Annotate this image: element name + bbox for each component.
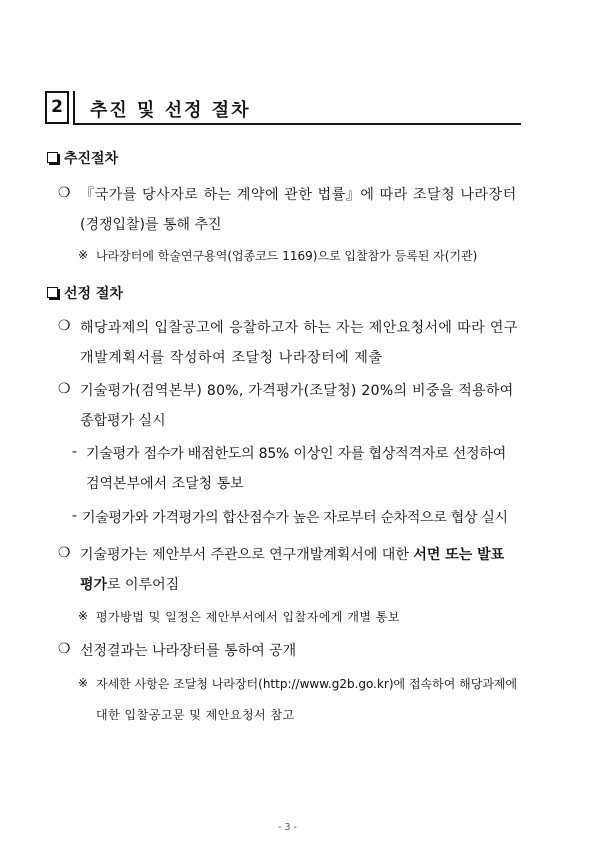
dash-bullet: - [72, 508, 78, 524]
note-mark-icon: ※ [78, 248, 89, 262]
subsection-heading: 선정 절차 [64, 286, 123, 302]
body-text: 기술평가 점수가 배점한도의 85% 이상인 자를 협상적격자로 선정하여 [86, 446, 507, 462]
body-text: (경쟁입찰)를 통해 추진 [80, 217, 222, 233]
dash-bullet: - [72, 444, 78, 460]
body-text: 기술평가와 가격평가의 합산점수가 높은 자로부터 순차적으로 협상 실시 [82, 510, 508, 526]
circle-bullet-icon: ❍ [58, 185, 71, 201]
body-text: 『국가를 당사자로 하는 계약에 관한 법률』에 따라 조달청 나라장터 [80, 187, 517, 203]
note-mark-icon: ※ [78, 676, 89, 690]
circle-bullet-icon: ❍ [58, 318, 71, 334]
note-text: 나라장터에 학술연구용역(업종코드 1169)으로 입찰참가 등록된 자(기관) [96, 249, 478, 263]
note-text: 대한 입찰공고문 및 제안요청서 참고 [96, 708, 295, 722]
checkbox-bullet-icon [47, 152, 58, 163]
note-mark-icon: ※ [78, 609, 89, 623]
body-text: 개발계획서를 작성하여 조달청 나라장터에 제출 [80, 350, 383, 366]
circle-bullet-icon: ❍ [58, 545, 71, 561]
body-text: 기술평가(검역본부) 80%, 가격평가(조달청) 20%의 비중을 적용하여 [80, 383, 514, 399]
body-text: 검역본부에서 조달청 통보 [86, 476, 244, 492]
section-underline [73, 123, 521, 125]
body-text: 선정결과는 나라장터를 통하여 공개 [80, 643, 297, 659]
circle-bullet-icon: ❍ [58, 381, 71, 397]
checkbox-bullet-icon [47, 287, 58, 298]
body-text: 종합평가 실시 [80, 413, 166, 429]
section-number: 2 [45, 91, 69, 124]
body-text-emphasis: 평가 [80, 577, 108, 593]
body-text-regular: 기술평가는 제안부서 주관으로 연구개발계획서에 대한 [80, 547, 414, 563]
body-text [80, 544, 504, 564]
page-number: - 3 - [278, 822, 297, 833]
note-text: 자세한 사항은 조달청 나라장터(http://www.g2b.go.kr)에 접속하여 해당과제에 [96, 677, 518, 691]
section-divider [73, 91, 75, 124]
body-text: 해당과제의 입찰공고에 응찰하고자 하는 자는 제안요청서에 따라 연구 [80, 320, 518, 336]
note-text: 평가방법 및 일정은 제안부서에서 입찰자에게 개별 통보 [96, 610, 401, 624]
section-title: 추진 및 선정 절차 [90, 100, 251, 121]
body-text-emphasis: 서면 또는 발표 [413, 547, 505, 563]
body-text-regular: 로 이루어짐 [107, 577, 180, 593]
circle-bullet-icon: ❍ [58, 641, 71, 657]
subsection-heading: 추진절차 [64, 151, 119, 167]
body-text [80, 574, 179, 594]
